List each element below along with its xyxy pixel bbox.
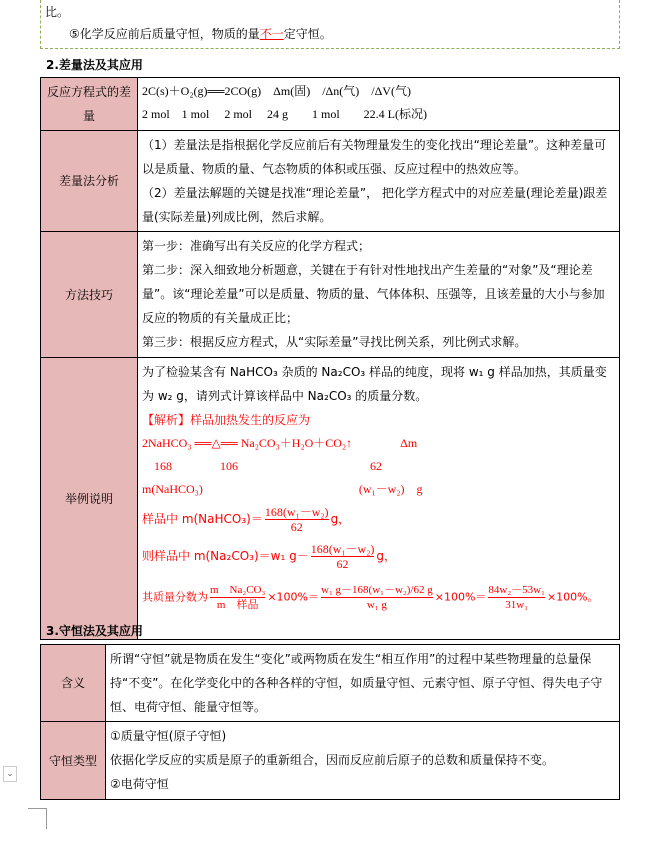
table-row — [41, 722, 620, 800]
text: g， — [376, 549, 397, 563]
table-row — [41, 78, 620, 131]
chevron-down-icon[interactable]: ⌄ — [3, 766, 17, 782]
fraction — [488, 583, 545, 612]
paragraph: 第三步：根据反应方程式，从“实际差量”寻找比例关系，列比例式求解。 — [142, 335, 527, 349]
section-heading: 3.守恒法及其应用 — [46, 624, 143, 638]
fraction — [265, 505, 329, 534]
denominator: 31w₁ — [505, 599, 529, 611]
row-content — [106, 645, 620, 722]
page-corner-mark — [28, 808, 47, 829]
highlight-text: 不一 — [259, 27, 284, 41]
row-content — [138, 358, 620, 640]
table-row — [41, 358, 620, 640]
paragraph: 第一步：准确写出有关反应的化学方程式； — [142, 239, 371, 253]
row-content — [106, 722, 620, 800]
numerator: 84w₂－53w₁ — [488, 584, 545, 596]
row-label: 含义 — [41, 645, 106, 722]
difference-method-table — [40, 77, 620, 640]
paragraph: ①质量守恒(原子守恒) — [110, 729, 227, 743]
amounts: 2 mol 1 mol 2 mol 24 g 1 mol 22.4 L(标况) — [142, 107, 427, 121]
text-line: 比。 — [45, 5, 70, 19]
reaction-equation: 2NaHCO₃ ══△══ Na₂CO₃＋H₂O＋CO₂↑ Δm — [142, 436, 418, 450]
row-label: 差量法分析 — [41, 131, 138, 232]
paragraph: （1）差量法是指根据化学反应前后有关物理量发生的变化找出“理论差量”。这种差量可以是质量、物质的量、气态物质的体积或压强、反应过程中的热效应等。 — [142, 138, 607, 176]
denominator: m 样品 — [216, 599, 259, 611]
row-content — [138, 131, 620, 232]
denominator: w₁ g — [366, 599, 387, 611]
numerator: w₁ g－168(w₁－w₂)/62 g — [321, 584, 433, 596]
molar-masses: 168 106 62 — [154, 459, 383, 473]
fraction — [210, 583, 265, 612]
text-line — [69, 25, 332, 42]
paragraph: ②电荷守恒 — [110, 777, 169, 791]
text: ×100%。 — [546, 590, 599, 604]
step3 — [142, 583, 615, 612]
row-label: 举例说明 — [41, 358, 138, 640]
row-content — [138, 78, 620, 131]
conservation-method-table — [40, 644, 620, 800]
numerator: 168(w₁－w₂) — [310, 542, 375, 556]
text: 则样品中 m(Na₂CO₃)＝w₁ g－ — [142, 549, 309, 563]
step1 — [142, 505, 615, 534]
variables: m(NaHCO₃) (w₁－w₂) g — [142, 482, 423, 496]
previous-content-box — [40, 0, 620, 49]
paragraph: 第二步：深入细致地分析题意，关键在于有针对性地找出产生差量的“对象”及“理论差量”。该“理论差量”可以是质量、物质的量、气体体积、压强等，且该差量的大小与参加反应的物质的有关量成正比； — [142, 263, 605, 325]
row-label: 守恒类型 — [41, 722, 106, 800]
equation: 2C(s)＋O₂(g)══2CO(g) Δm(固) /Δn(气) /ΔV(气) — [142, 84, 411, 98]
numerator: m Na₂CO₃ — [210, 584, 266, 596]
text: ⑤化学反应前后质量守恒，物质的量 — [69, 27, 260, 41]
section-heading: 2.差量法及其应用 — [46, 58, 143, 72]
table-row — [41, 232, 620, 358]
table-row — [41, 131, 620, 232]
analysis-heading: 【解析】样品加热发生的反应为 — [142, 413, 311, 427]
text: ×100%＝ — [267, 590, 320, 604]
denominator: 62 — [336, 557, 349, 571]
text: 样品中 m(NaHCO₃)＝ — [142, 512, 263, 526]
text: ×100%＝ — [434, 590, 487, 604]
text: 其质量分数为 — [142, 590, 208, 604]
paragraph: （2）差量法解题的关键是找准“理论差量”， 把化学方程式中的对应差量(理论差量)跟差量(实际差量)列成比例，然后求解。 — [142, 186, 608, 224]
step2 — [142, 542, 615, 571]
paragraph: 所谓“守恒”就是物质在发生“变化”或两物质在发生“相互作用”的过程中某些物理量的总量保持“不变”。在化学变化中的各种各样的守恒，如质量守恒、元素守恒、原子守恒、得失电子守恒、电荷守恒、能量守恒等。 — [110, 652, 603, 714]
row-label: 方法技巧 — [41, 232, 138, 358]
paragraph: 依据化学反应的实质是原子的重新组合，因而反应前后原子的总数和质量保持不变。 — [110, 753, 555, 767]
fraction — [321, 583, 433, 612]
row-label: 反应方程式的差量 — [41, 78, 138, 131]
numerator: 168(w₁－w₂) — [264, 505, 329, 519]
text: g， — [330, 512, 351, 526]
table-row — [41, 645, 620, 722]
row-content — [138, 232, 620, 358]
fraction — [311, 542, 375, 571]
question: 为了检验某含有 NaHCO₃ 杂质的 Na₂CO₃ 样品的纯度，现将 w₁ g 样品加热，其质量变为 w₂ g，请列式计算该样品中 Na₂CO₃ 的质量分数。 — [142, 365, 607, 403]
denominator: 62 — [290, 520, 303, 534]
text: 定守恒。 — [283, 27, 332, 41]
